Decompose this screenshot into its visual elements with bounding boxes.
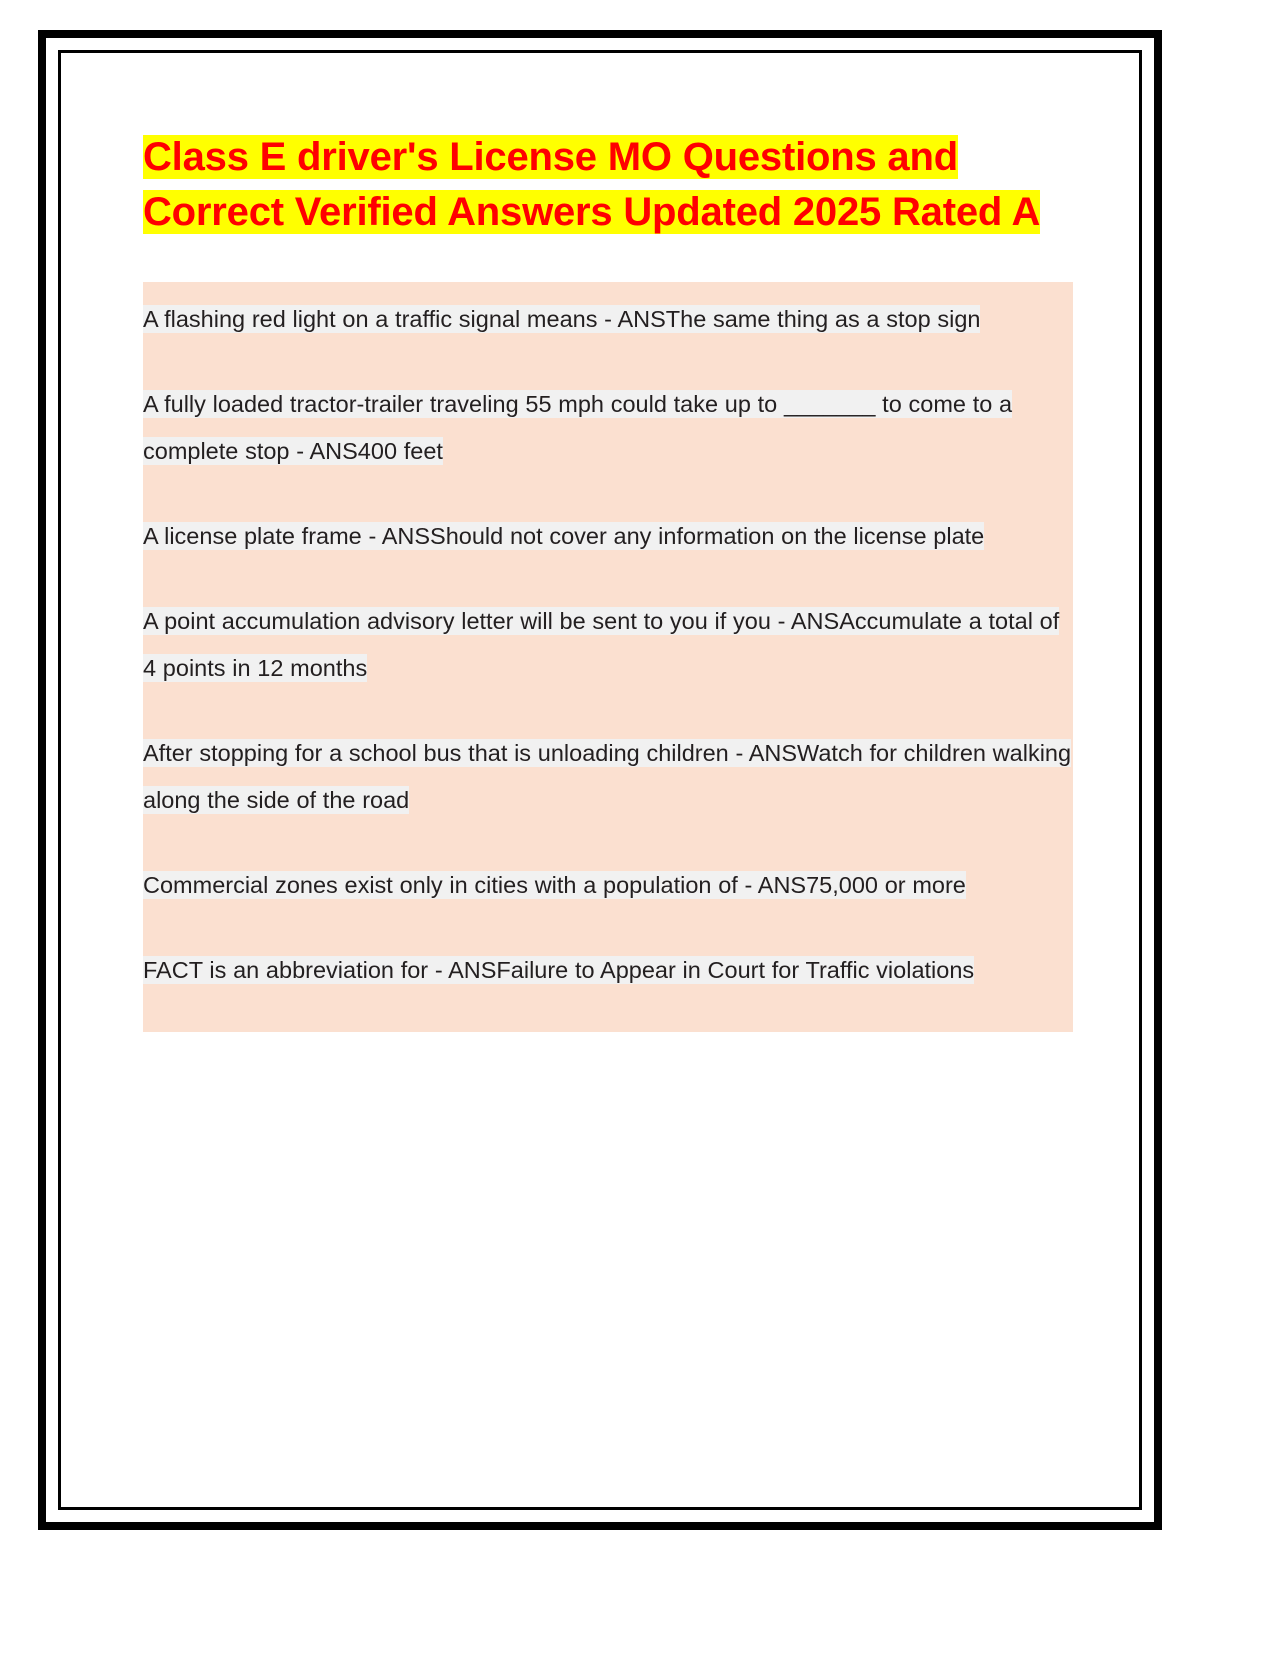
- list-item: [143, 381, 1073, 513]
- qa-text-6: [143, 947, 1073, 994]
- list-item: [143, 598, 1073, 730]
- qa-text-2: [143, 513, 1073, 560]
- qa-text-5: [143, 862, 1073, 909]
- qa-text-1-content: A fully loaded tractor-trailer traveling 55 mph could take up to _______ to come to a complete stop - ANS400 feet: [143, 391, 1013, 464]
- qa-text-5-content: Commercial zones exist only in cities with a population of - ANS75,000 or more: [143, 872, 966, 898]
- qa-list: [143, 296, 1073, 1032]
- qa-text-0-content: A flashing red light on a traffic signal means - ANSThe same thing as a stop sign: [143, 306, 981, 332]
- qa-block-top-spacer: [143, 282, 1073, 296]
- qa-text-0: [143, 296, 1073, 343]
- page-title: [143, 130, 1073, 240]
- qa-text-1: [143, 381, 1073, 475]
- document-content: [143, 130, 1073, 1032]
- qa-text-4: [143, 730, 1073, 824]
- qa-text-3-content: A point accumulation advisory letter will be sent to you if you - ANSAccumulate a total of 4 points in 12 months: [143, 608, 1060, 681]
- list-item: [143, 947, 1073, 1032]
- page-title-text: Class E driver's License MO Questions and Correct Verified Answers Updated 2025 Rated A: [143, 135, 1041, 234]
- qa-text-3: [143, 598, 1073, 692]
- qa-text-4-content: After stopping for a school bus that is unloading children - ANSWatch for children walking along the side of the road: [143, 740, 1072, 813]
- list-item: [143, 296, 1073, 381]
- qa-text-2-content: A license plate frame - ANSShould not cover any information on the license plate: [143, 523, 985, 549]
- qa-highlight-block: [143, 282, 1073, 1032]
- list-item: [143, 862, 1073, 947]
- list-item: [143, 730, 1073, 862]
- list-item: [143, 513, 1073, 598]
- qa-text-6-content: FACT is an abbreviation for - ANSFailure to Appear in Court for Traffic violations: [143, 957, 975, 983]
